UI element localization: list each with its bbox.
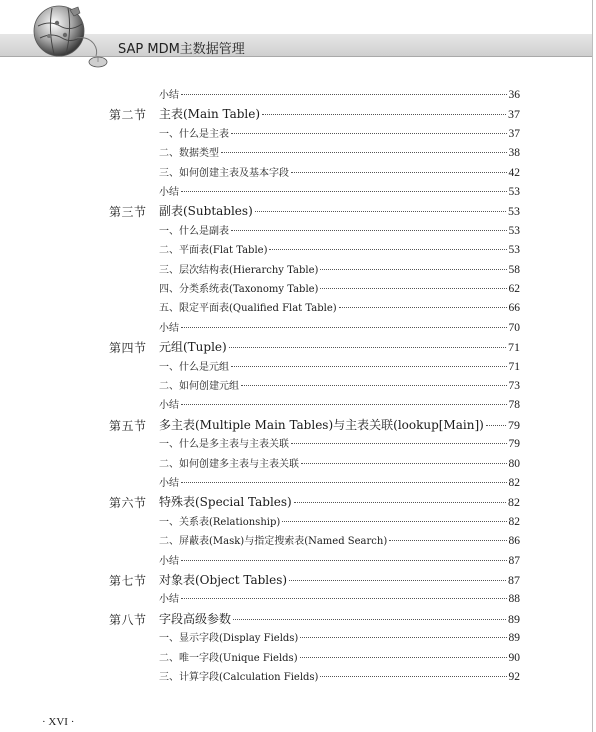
dot-leader <box>181 482 507 483</box>
toc-entry-title: 四、分类系统表(Taxonomy Table) <box>159 284 319 295</box>
toc-entry-row <box>0 144 596 162</box>
toc-page-number: 71 <box>508 360 520 373</box>
toc-entry-title: 多主表(Multiple Main Tables)与主表关联(lookup[Main]) <box>159 417 484 432</box>
toc-section-row <box>0 571 596 589</box>
toc-entry-title: 五、限定平面表(Qualified Flat Table) <box>159 303 337 315</box>
dot-leader <box>291 443 507 444</box>
toc-entry <box>159 668 520 683</box>
toc-entry-row <box>0 649 596 667</box>
dot-leader <box>231 133 507 134</box>
toc-page-number: 70 <box>508 321 520 334</box>
toc-entry-row <box>0 86 596 104</box>
toc-entry-title: 副表(Subtables) <box>159 204 253 219</box>
toc-entry-row <box>0 532 596 550</box>
toc-entry-row <box>0 513 596 531</box>
toc-entry-row <box>0 590 596 608</box>
dot-leader <box>255 211 506 212</box>
dot-leader <box>269 249 506 250</box>
toc-entry <box>159 435 520 450</box>
toc-section-number: 第三节 <box>109 205 147 220</box>
toc-entry <box>159 416 520 433</box>
toc-entry <box>159 183 520 198</box>
dot-leader <box>221 152 507 153</box>
toc-entry-title: 小结 <box>159 90 179 101</box>
dot-leader <box>486 425 506 426</box>
toc-entry <box>159 552 520 567</box>
dot-leader <box>291 172 507 173</box>
toc-page-number: 78 <box>508 399 520 412</box>
toc-entry-title: 特殊表(Special Tables) <box>159 495 292 510</box>
dot-leader <box>301 463 507 464</box>
toc-section-row <box>0 610 596 628</box>
toc-entry-title: 字段高级参数 <box>159 611 232 626</box>
toc-page-number: 89 <box>508 632 520 645</box>
toc-section-row <box>0 105 596 123</box>
toc-page-number: 37 <box>508 127 520 140</box>
toc-entry <box>159 513 520 528</box>
toc-entry-row <box>0 261 596 279</box>
toc-page-number: 42 <box>508 166 520 179</box>
toc-entry <box>159 358 520 373</box>
toc-entry <box>159 125 520 140</box>
toc-entry <box>159 338 520 355</box>
page-number: · XVI · <box>42 716 75 728</box>
toc-entry-row <box>0 668 596 686</box>
toc-entry <box>159 590 520 605</box>
toc-entry-title: 二、屏蔽表(Mask)与指定搜索表(Named Search) <box>159 536 388 548</box>
toc-section-row <box>0 338 596 356</box>
dot-leader <box>300 657 507 658</box>
toc-entry <box>159 164 520 179</box>
toc-entry-title: 小结 <box>159 400 179 412</box>
toc-entry-title: 小结 <box>159 555 179 567</box>
toc-section-number: 第四节 <box>109 341 147 356</box>
dot-leader <box>262 114 506 115</box>
toc-page-number: 73 <box>508 380 520 392</box>
toc-entry-title: 小结 <box>159 594 179 606</box>
book-title: SAP MDM主数据管理 <box>118 42 245 57</box>
dot-leader <box>181 94 507 95</box>
dot-leader <box>389 540 506 541</box>
toc-entry-row <box>0 222 596 240</box>
dot-leader <box>320 269 506 270</box>
toc-entry-title: 一、关系表(Relationship) <box>159 516 281 528</box>
toc-entry-title: 一、显示字段(Display Fields) <box>159 633 299 645</box>
toc-page-number: 86 <box>508 535 520 548</box>
toc-entry <box>159 261 520 276</box>
toc-page-number: 82 <box>508 495 520 510</box>
dot-leader <box>300 637 506 638</box>
toc-page-number: 87 <box>508 573 520 587</box>
dot-leader <box>294 502 506 503</box>
toc-entry <box>159 280 520 295</box>
toc-page-number: 53 <box>508 204 520 219</box>
toc-page-number: 37 <box>508 107 520 122</box>
toc-page-number: 53 <box>508 186 520 198</box>
toc-entry-row <box>0 455 596 473</box>
toc-entry-title: 一、什么是副表 <box>159 225 229 237</box>
toc-entry-title: 二、数据类型 <box>159 148 219 160</box>
dot-leader <box>289 580 506 581</box>
toc-entry-row <box>0 474 596 492</box>
toc-entry-row <box>0 319 596 337</box>
dot-leader <box>181 560 507 561</box>
toc-entry-title: 主表(Main Table) <box>159 107 261 122</box>
toc-entry-row <box>0 396 596 414</box>
toc-entry-title: 小结 <box>159 478 179 489</box>
toc-section-number: 第五节 <box>109 418 147 433</box>
toc-entry-title: 二、如何创建元组 <box>159 381 239 392</box>
toc-entry-title: 小结 <box>159 322 179 334</box>
toc-section-number: 第六节 <box>109 496 147 511</box>
toc-entry <box>159 241 520 256</box>
dot-leader <box>231 366 507 367</box>
toc-section-row <box>0 493 596 511</box>
toc-entry <box>159 144 520 159</box>
toc-entry-title: 三、如何创建主表及基本字段 <box>159 167 289 179</box>
toc-entry <box>159 86 520 101</box>
toc-entry <box>159 222 520 237</box>
toc-entry <box>159 532 520 547</box>
toc-page-number: 87 <box>508 554 520 567</box>
toc-section-row <box>0 202 596 220</box>
toc-entry <box>159 105 520 122</box>
toc-entry-row <box>0 435 596 453</box>
toc-entry-row <box>0 299 596 317</box>
toc-page-number: 36 <box>508 89 520 101</box>
dot-leader <box>229 347 506 348</box>
toc-entry-title: 对象表(Object Tables) <box>159 573 288 587</box>
toc-entry <box>159 493 520 510</box>
toc-entry <box>159 474 520 489</box>
toc-entry-title: 小结 <box>159 187 179 198</box>
dot-leader <box>320 676 506 677</box>
toc-entry-title: 元组(Tuple) <box>159 340 227 355</box>
toc-entry-title: 三、层次结构表(Hierarchy Table) <box>159 264 319 276</box>
toc-entry <box>159 455 520 470</box>
dot-leader <box>231 230 507 231</box>
toc-entry-title: 二、唯一字段(Unique Fields) <box>159 652 298 664</box>
toc-entry-row <box>0 183 596 201</box>
dot-leader <box>181 404 507 405</box>
toc-entry-title: 二、平面表(Flat Table) <box>159 245 268 257</box>
toc-entry <box>159 610 520 627</box>
toc-section-number: 第七节 <box>109 574 147 588</box>
toc-entry <box>159 377 520 392</box>
toc-entry <box>159 319 520 334</box>
toc-entry-row <box>0 241 596 259</box>
dot-leader <box>320 288 506 289</box>
dot-leader <box>241 385 507 386</box>
toc-entry-row <box>0 377 596 395</box>
toc-entry-row <box>0 164 596 182</box>
dot-leader <box>181 598 507 599</box>
toc-page-number: 71 <box>508 340 520 355</box>
toc-page-number: 90 <box>508 651 520 664</box>
toc-page-number: 53 <box>508 244 520 257</box>
toc-entry-title: 二、如何创建多主表与主表关联 <box>159 458 299 470</box>
toc-entry-row <box>0 552 596 570</box>
toc-entry <box>159 202 520 219</box>
dot-leader <box>181 327 507 328</box>
toc-page-number: 38 <box>508 147 520 160</box>
toc-section-row <box>0 416 596 434</box>
toc-page-number: 66 <box>508 302 520 315</box>
toc-entry-row <box>0 280 596 298</box>
toc-entry-row <box>0 358 596 376</box>
toc-entry <box>159 571 520 588</box>
dot-leader <box>181 191 507 192</box>
dot-leader <box>339 307 507 308</box>
toc-page-number: 79 <box>508 438 520 451</box>
toc-entry-row <box>0 125 596 143</box>
toc-entry <box>159 629 520 644</box>
computer-mouse-icon <box>74 34 114 70</box>
dot-leader <box>282 521 506 522</box>
toc-page-number: 58 <box>508 263 520 276</box>
toc-entry <box>159 396 520 411</box>
toc-page-number: 89 <box>508 611 520 626</box>
toc-page-number: 79 <box>508 417 520 432</box>
toc-page-number: 82 <box>508 477 520 489</box>
toc-page-number: 53 <box>508 224 520 237</box>
toc-section-number: 第八节 <box>109 612 147 627</box>
toc-entry-title: 一、什么是多主表与主表关联 <box>159 439 289 451</box>
toc-section-number: 第二节 <box>109 108 147 123</box>
toc-page-number: 92 <box>508 671 520 683</box>
toc-entry-title: 三、计算字段(Calculation Fields) <box>159 672 319 683</box>
toc-page-number: 80 <box>508 457 520 470</box>
toc-page-number: 62 <box>508 283 520 295</box>
toc-entry-title: 一、什么是主表 <box>159 128 229 140</box>
toc-page-number: 88 <box>508 593 520 606</box>
toc-entry <box>159 299 520 314</box>
toc-entry <box>159 649 520 664</box>
toc-entry-row <box>0 629 596 647</box>
toc-page-number: 82 <box>508 515 520 528</box>
dot-leader <box>233 619 506 620</box>
toc-entry-title: 一、什么是元组 <box>159 361 229 373</box>
